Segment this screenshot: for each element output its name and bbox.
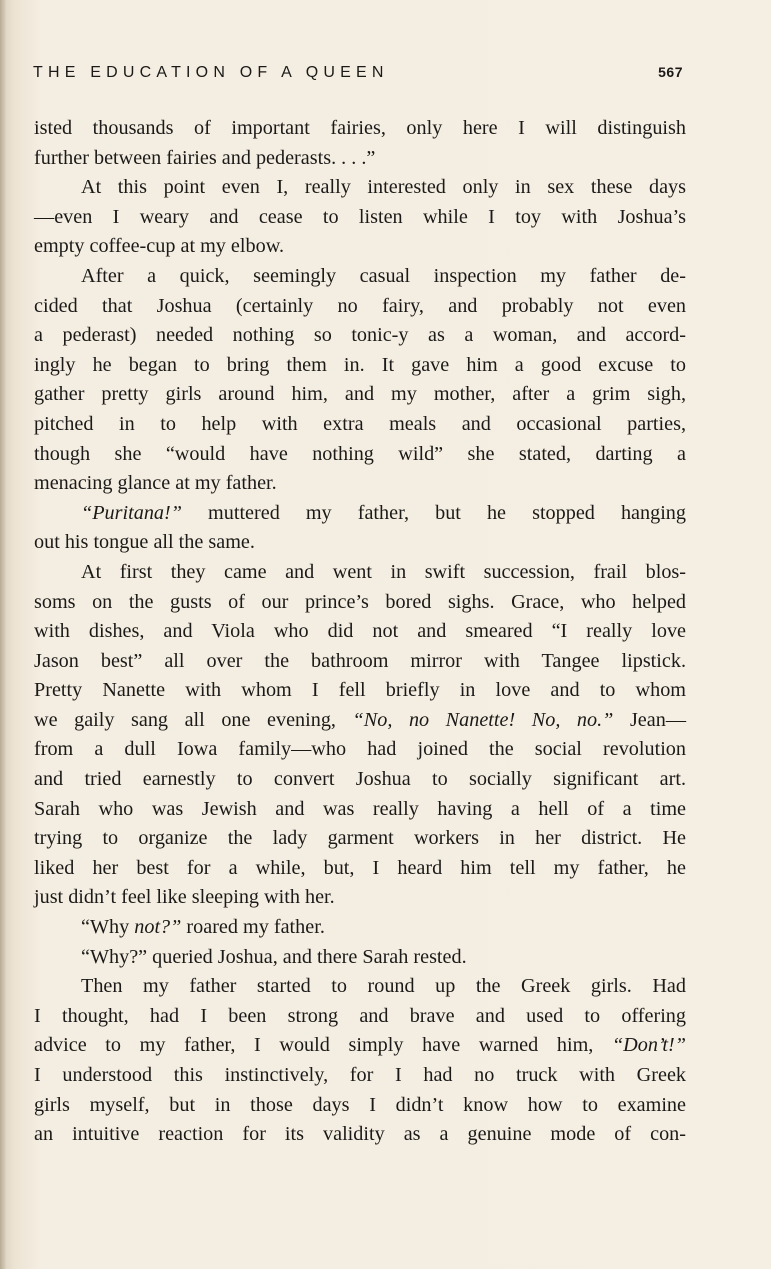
text-line: I understood this instinctively, for I had no truck with Greek: [34, 1064, 686, 1086]
text-line: At this point even I, really interested only in sex these days: [81, 176, 686, 199]
text-line: At first they came and went in swift succession, frail blos-: [81, 560, 686, 583]
text-line: pitched in to help with extra meals and occasional parties,: [34, 412, 686, 435]
running-title: THE EDUCATION OF A QUEEN: [33, 64, 389, 81]
page-number: 567: [658, 64, 683, 80]
italic-phrase: “Don’t!”: [611, 1034, 686, 1057]
text-line: ingly he began to bring them in. It gave him a good excuse to: [34, 353, 686, 376]
italic-phrase: not?”: [134, 916, 182, 939]
text-line: an intuitive reaction for its validity as a genuine mode of con-: [34, 1123, 686, 1146]
text-line: though she “would have nothing wild” she stated, darting a: [34, 442, 686, 465]
text-line: “Why?” queried Joshua, and there Sarah rested.: [81, 945, 467, 968]
text-line: gather pretty girls around him, and my mother, after a grim sigh,: [34, 383, 686, 406]
text-line: a pederast) needed nothing so tonic-y as a woman, and accord-: [34, 324, 686, 347]
text-line: with dishes, and Viola who did not and smeared “I really love: [34, 620, 686, 643]
text-line: menacing glance at my father.: [34, 472, 277, 495]
text-line: and tried earnestly to convert Joshua to socially significant art.: [34, 768, 686, 791]
text-line: Then my father started to round up the Greek girls. Had: [81, 975, 686, 998]
page-binding-edge: [0, 0, 6, 1269]
text-line: “Puritana!” muttered my father, but he stopped hanging: [81, 501, 686, 524]
italic-phrase: “Puritana!”: [81, 501, 182, 524]
text-line: I thought, had I been strong and brave and used to offering: [34, 1004, 686, 1027]
text-line: isted thousands of important fairies, only here I will distinguish: [34, 117, 686, 139]
text-line: advice to my father, I would simply have warned him, “Don’t!”: [34, 1034, 686, 1057]
body-text: [34, 114, 686, 1150]
text-line: empty coffee-cup at my elbow.: [34, 235, 285, 258]
text-line: from a dull Iowa family—who had joined the social revolution: [34, 738, 686, 761]
text-line: out his tongue all the same.: [34, 531, 255, 554]
text-line: Pretty Nanette with whom I fell briefly in love and to whom: [34, 679, 686, 702]
text-line: just didn’t feel like sleeping with her.: [34, 886, 335, 909]
text-line: Sarah who was Jewish and was really having a hell of a time: [34, 797, 686, 820]
text-line: “Why not?” roared my father.: [81, 916, 325, 939]
text-line: liked her best for a while, but, I heard him tell my father, he: [34, 856, 686, 879]
text-line: Jason best” all over the bathroom mirror with Tangee lipstick.: [34, 649, 686, 672]
italic-phrase: “No, no Nanette! No, no.”: [352, 708, 614, 731]
text-line: cided that Joshua (certainly no fairy, and probably not even: [34, 294, 686, 317]
text-line: girls myself, but in those days I didn’t know how to examine: [34, 1093, 686, 1116]
text-line: further between fairies and pederasts. . . .”: [34, 146, 376, 169]
running-header: [33, 64, 683, 88]
text-line: soms on the gusts of our prince’s bored sighs. Grace, who helped: [34, 590, 686, 613]
text-line: we gaily sang all one evening, “No, no Nanette! No, no.” Jean—: [34, 708, 687, 731]
text-line: trying to organize the lady garment workers in her district. He: [34, 827, 686, 850]
text-line: After a quick, seemingly casual inspection my father de-: [81, 264, 686, 287]
text-line: —even I weary and cease to listen while I toy with Joshua’s: [34, 205, 686, 228]
